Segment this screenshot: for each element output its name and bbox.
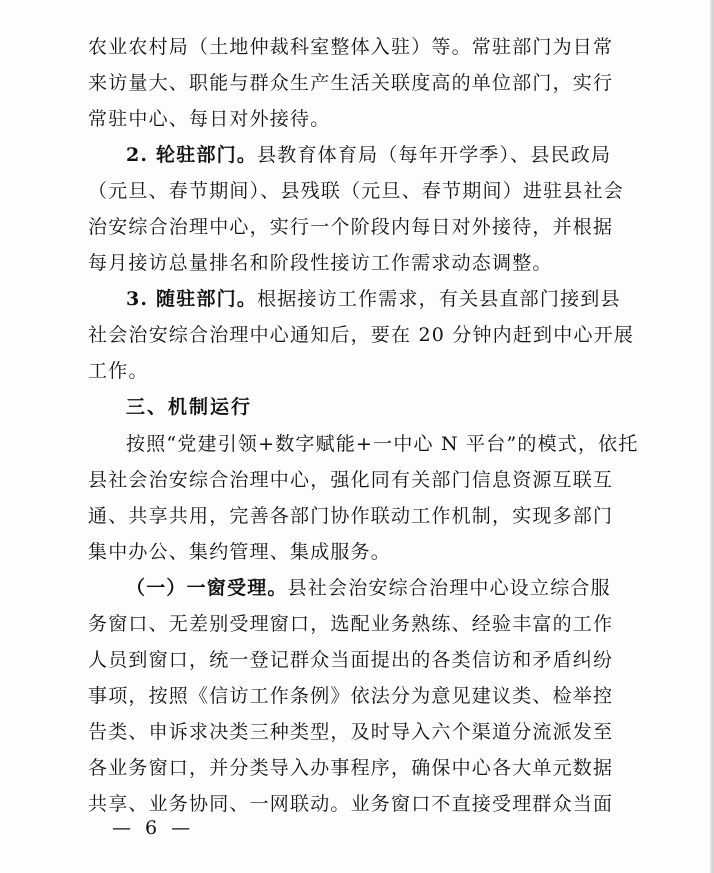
body-line-12: 按照“党建引领+数字赋能+一中心 N 平台”的模式，依托 — [126, 433, 639, 455]
body-line-9: 社会治安综合治理中心通知后，要在 20 分钟内赶到中心开展 — [88, 324, 635, 346]
subheading-lead: （一）一窗受理。 — [126, 577, 288, 599]
body-line-13: 县社会治安综合治理中心，强化同有关部门信息资源互联互 — [88, 469, 614, 491]
body-line-6: 治安综合治理中心，实行一个阶段内每日对外接待，并根据 — [88, 216, 614, 238]
body-line-17: 务窗口、无差别受理窗口，选配业务熟练、经验丰富的工作 — [88, 613, 614, 635]
body-line-7: 每月接访总量排名和阶段性接访工作需求动态调整。 — [88, 252, 553, 274]
body-line-2: 来访量大、职能与群众生产生活关联度高的单位部门，实行 — [88, 72, 614, 94]
body-line-text: 县社会治安综合治理中心设立综合服 — [287, 577, 611, 599]
body-line-10: 工作。 — [88, 360, 149, 382]
body-line-8 — [126, 279, 686, 319]
page-number: — 6 — — [112, 817, 195, 839]
body-line-22: 共享、业务协同、一网联动。业务窗口不直接受理群众当面 — [88, 793, 614, 815]
body-line-14: 通、共享共用，完善各部门协作联动工作机制，实现多部门 — [88, 505, 614, 527]
subheading-lead: 2. 轮驻部门。 — [126, 144, 258, 166]
body-line-text: 根据接访工作需求，有关县直部门接到县 — [257, 288, 621, 310]
body-line-19: 事项，按照《信访工作条例》依法分为意见建议类、检举控 — [88, 685, 614, 707]
body-line-16 — [126, 568, 686, 608]
body-line-18: 人员到窗口，统一登记群众当面提出的各类信访和矛盾纠纷 — [88, 649, 614, 671]
body-line-15: 集中办公、集约管理、集成服务。 — [88, 541, 392, 563]
page-edge — [710, 0, 714, 873]
section-heading: 三、机制运行 — [126, 396, 253, 418]
body-line-4 — [126, 135, 686, 175]
body-line-20: 告类、申诉求决类三种类型，及时导入六个渠道分流派发至 — [88, 721, 614, 743]
body-line-3: 常驻中心、每日对外接待。 — [88, 108, 331, 130]
body-line-21: 各业务窗口，并分类导入办事程序，确保中心各大单元数据 — [88, 757, 614, 779]
body-line-text: 县教育体育局（每年开学季）、县民政局 — [257, 144, 612, 166]
body-line-5: （元旦、春节期间）、县残联（元旦、春节期间）进驻县社会 — [88, 180, 624, 202]
body-line-1: 农业农村局（土地仲裁科室整体入驻）等。常驻部门为日常 — [88, 36, 614, 58]
subheading-lead: 3. 随驻部门。 — [126, 288, 258, 310]
